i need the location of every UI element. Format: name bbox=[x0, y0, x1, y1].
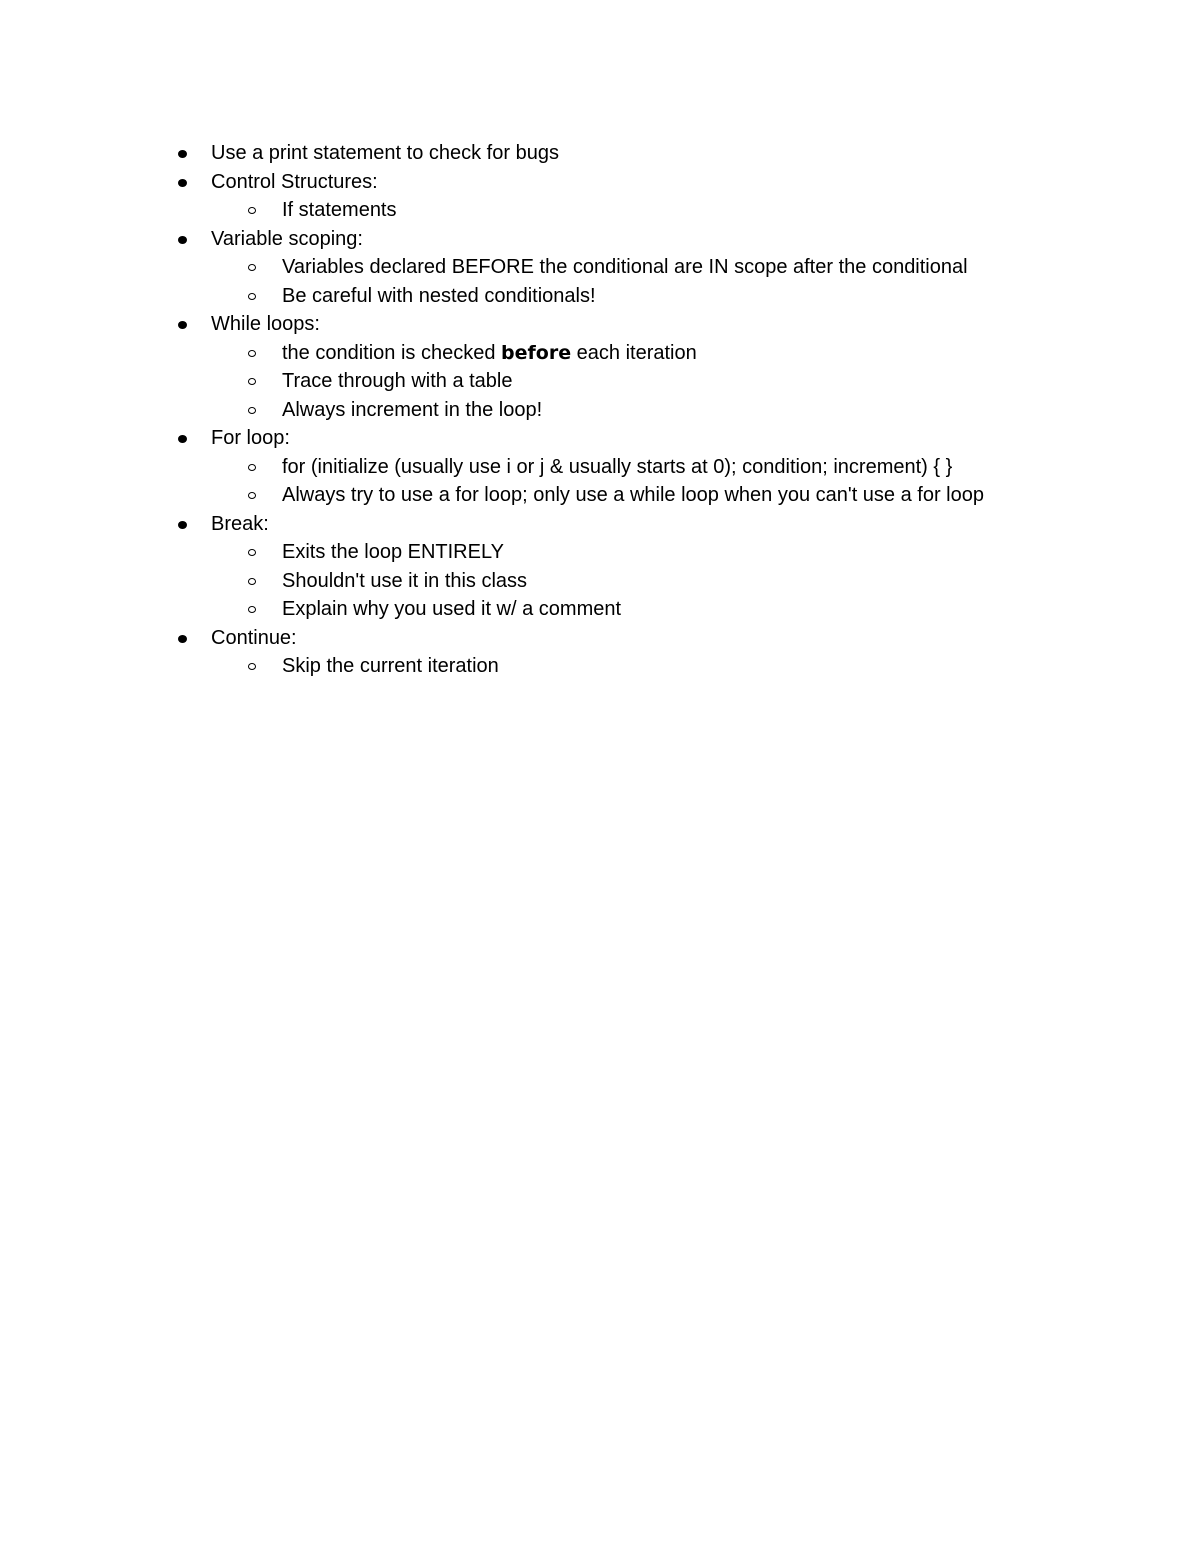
sub-list-item-text: Shouldn't use it in this class bbox=[282, 569, 528, 592]
sub-list-item-text: Exits the loop ENTIRELY bbox=[282, 541, 504, 563]
sub-list-item bbox=[0, 567, 1200, 596]
list-item-text: Break: bbox=[211, 512, 269, 535]
text-run: each iteration bbox=[571, 341, 697, 364]
sub-list-item-text: If statements bbox=[282, 199, 397, 221]
bullet-circle-icon bbox=[248, 549, 256, 556]
list-item-text: Continue: bbox=[211, 626, 297, 649]
sub-list-item-text bbox=[282, 339, 697, 368]
sub-list-item bbox=[0, 282, 1200, 311]
bullet-circle-icon bbox=[248, 578, 256, 585]
sub-list-item-text: Always try to use a for loop; only use a while loop when you can't use a for loop bbox=[282, 484, 984, 506]
sub-list-item-text: Variables declared BEFORE the conditional are IN scope after the conditional bbox=[282, 256, 968, 278]
list-item bbox=[0, 424, 1200, 453]
list-item bbox=[0, 624, 1200, 653]
sub-list-item bbox=[0, 253, 1200, 282]
bullet-disc-icon bbox=[178, 150, 187, 158]
list-item bbox=[0, 510, 1200, 539]
bullet-circle-icon bbox=[248, 492, 256, 499]
list-item bbox=[0, 168, 1200, 197]
bullet-circle-icon bbox=[248, 606, 256, 613]
bullet-circle-icon bbox=[248, 350, 256, 357]
bullet-circle-icon bbox=[248, 464, 256, 471]
bullet-circle-icon bbox=[248, 293, 256, 300]
sub-list-item-text: Always increment in the loop! bbox=[282, 398, 543, 421]
bullet-disc-icon bbox=[178, 236, 187, 244]
sub-list-item bbox=[0, 538, 1200, 567]
bullet-disc-icon bbox=[178, 521, 187, 529]
list-item-text: Control Structures: bbox=[211, 170, 378, 193]
list-item bbox=[0, 310, 1200, 339]
list-item-text: For loop: bbox=[211, 427, 290, 449]
sub-list-item bbox=[0, 339, 1200, 368]
bullet-disc-icon bbox=[178, 179, 187, 187]
sub-list-item-text: Explain why you used it w/ a comment bbox=[282, 598, 622, 620]
bullet-circle-icon bbox=[248, 264, 256, 271]
sub-list-item bbox=[0, 481, 1200, 510]
text-run: the condition is checked bbox=[282, 341, 502, 364]
bullet-disc-icon bbox=[178, 435, 187, 443]
sub-list-item bbox=[0, 595, 1200, 624]
sub-list-item-text: Trace through with a table bbox=[282, 370, 513, 392]
notes-list bbox=[0, 139, 1200, 681]
list-item-text: While loops: bbox=[211, 313, 320, 335]
bullet-circle-icon bbox=[248, 378, 256, 385]
sub-list-item bbox=[0, 396, 1200, 425]
sub-list-item bbox=[0, 196, 1200, 225]
list-item-text: Use a print statement to check for bugs bbox=[211, 142, 559, 164]
sub-list-item-text: Be careful with nested conditionals! bbox=[282, 284, 596, 307]
bullet-disc-icon bbox=[178, 321, 187, 329]
bullet-disc-icon bbox=[178, 635, 187, 643]
bullet-circle-icon bbox=[248, 407, 256, 414]
sub-list-item-text: for (initialize (usually use i or j & usually starts at 0); condition; increment) { } bbox=[282, 455, 953, 478]
list-item-text: Variable scoping: bbox=[211, 227, 363, 250]
list-item bbox=[0, 139, 1200, 168]
sub-list-item-text: Skip the current iteration bbox=[282, 655, 499, 677]
bullet-circle-icon bbox=[248, 663, 256, 670]
bullet-circle-icon bbox=[248, 207, 256, 214]
sub-list-item bbox=[0, 453, 1200, 482]
sub-list-item bbox=[0, 367, 1200, 396]
bold-text-run: before bbox=[501, 341, 572, 364]
list-item bbox=[0, 225, 1200, 254]
sub-list-item bbox=[0, 652, 1200, 681]
